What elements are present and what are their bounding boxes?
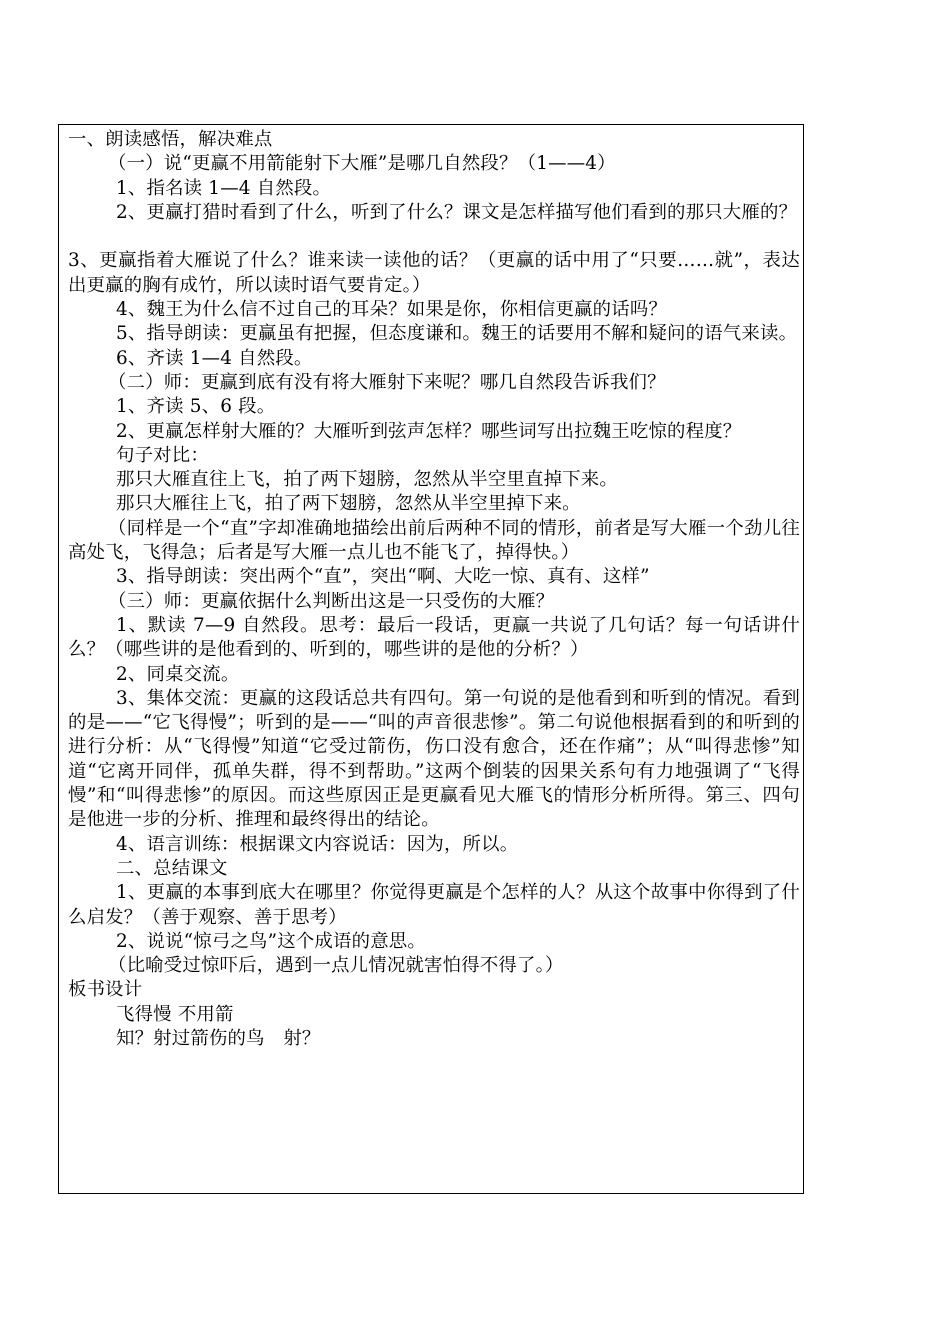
paragraph: 1、默读 7—9 自然段。思考：最后一段话，更赢一共说了几句话？每一句话讲什么？（哪些讲的是他看到的、听到的，哪些讲的是他的分析？） — [68, 614, 800, 661]
paragraph: 1、更赢的本事到底大在哪里？你觉得更赢是个怎样的人？从这个故事中你得到了什么启发？（善于观察、善于思考） — [68, 882, 800, 928]
paragraph: 3、指导朗读：突出两个“直”，突出“啊、大吃一惊、真有、这样” — [116, 566, 650, 588]
board-design-heading: 板书设计 — [68, 979, 143, 1001]
board-design-line: 飞得慢 不用箭 — [116, 1003, 234, 1025]
paragraph: 2、更赢打猎时看到了什么，听到了什么？课文是怎样描写他们看到的那只大雁的？ — [116, 201, 798, 223]
paragraph: 2、说说“惊弓之鸟”这个成语的意思。 — [116, 930, 426, 952]
blank-line — [68, 225, 800, 249]
example-sentence: 那只大雁往上飞，拍了两下翅膀，忽然从半空里掉下来。 — [116, 493, 581, 515]
paragraph: 句子对比： — [116, 444, 209, 466]
paragraph: 1、齐读 5、6 段。 — [116, 396, 276, 418]
paragraph: 5、指导朗读：更赢虽有把握，但态度谦和。魏王的话要用不解和疑问的语气来读。 — [116, 323, 798, 345]
subsection-heading: （一）说“更赢不用箭能射下大雁”是哪几自然段？（1——4） — [108, 153, 616, 175]
board-design-line: 知？射过箭伤的鸟 射？ — [116, 1027, 321, 1049]
paragraph: 4、语言训练：根据课文内容说话：因为，所以。 — [116, 833, 519, 855]
subsection-heading: （三）师：更赢依据什么判断出这是一只受伤的大雁？ — [108, 590, 555, 612]
paragraph: 2、同桌交流。 — [116, 663, 240, 685]
paragraph: 3、集体交流：更赢的这段话总共有四句。第一句说的是他看到和听到的情况。看到的是——“它飞得慢”；听到的是——“叫的声音很悲惨”。第二句说他根据看到的和听到的进行分析：从“飞得慢”知道“它受过箭伤，伤口没有愈合，还在作痛”；从“叫得悲惨”知道“它离开同伴，孤单失群，得不到帮助。”这两个倒装的因果关系句有力地强调了“飞得慢”和“叫得悲惨”的原因。而这些原因正是更赢看见大雁飞的情形分析所得。第三、四句是他进一步的分析、推理和最终得出的结论。 — [68, 687, 800, 831]
paragraph: 6、齐读 1—4 自然段。 — [116, 347, 313, 369]
section-heading: 一、朗读感悟，解决难点 — [68, 129, 273, 150]
paragraph: 1、指名读 1—4 自然段。 — [116, 177, 332, 199]
paragraph: 2、更赢怎样射大雁的？大雁听到弦声怎样？哪些词写出拉魏王吃惊的程度？ — [116, 420, 742, 442]
paragraph: 4、魏王为什么信不过自己的耳朵？如果是你，你相信更赢的话吗？ — [116, 299, 668, 321]
subsection-heading: （二）师：更赢到底有没有将大雁射下来呢？哪几自然段告诉我们？ — [108, 371, 666, 393]
paragraph: （同样是一个“直”字却准确地描绘出前后两种不同的情形，前者是写大雁一个劲儿往高处飞，飞得急；后者是写大雁一点儿也不能飞了，掉得快。） — [68, 517, 800, 564]
paragraph: 3、更赢指着大雁说了什么？谁来读一读他的话？（更赢的话中用了“只要……就”，表达出更赢的胸有成竹，所以读时语气要肯定。） — [68, 250, 800, 296]
paragraph: （比喻受过惊吓后，遇到一点儿情况就害怕得不得了。） — [108, 955, 564, 977]
section-heading: 二、总结课文 — [116, 857, 228, 879]
lesson-plan-text — [68, 128, 800, 1051]
example-sentence: 那只大雁直往上飞，拍了两下翅膀，忽然从半空里直掉下来。 — [116, 469, 618, 491]
